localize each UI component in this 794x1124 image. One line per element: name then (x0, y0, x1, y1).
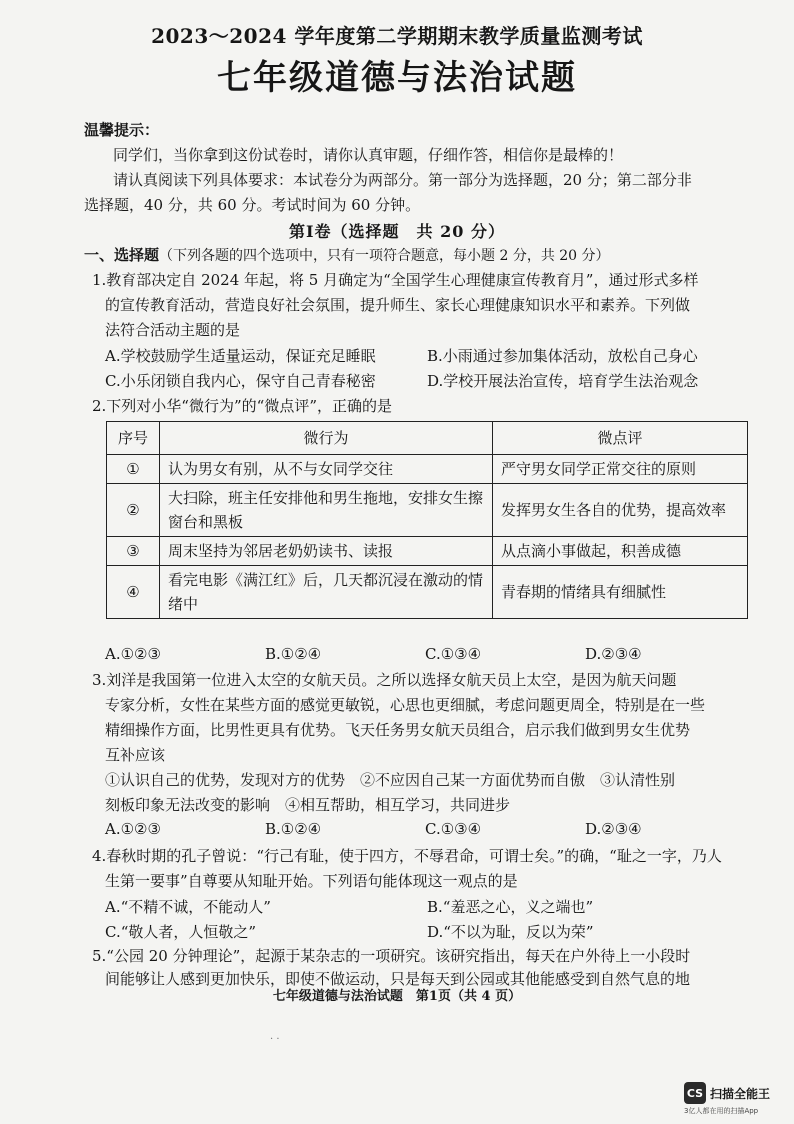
q1-stem: 的宣传教育活动，营造良好社会氛围，提升师生、家长心理健康知识水平和素养。下列做 (105, 296, 691, 314)
q4-option-c: C.“敬人者，人恒敬之” (105, 923, 257, 941)
q3-stem: 3.刘洋是我国第一位进入太空的女航天员。之所以选择女航天员上太空，是因为航天问题 (92, 671, 677, 689)
watermark-app-name: 扫描全能王 (710, 1086, 771, 1101)
q3-option-c: C.①③④ (425, 820, 482, 838)
row-behavior: 认为男女有别，从不与女同学交往 (160, 455, 493, 484)
q5-stem: 间能够让人感到更加快乐，即使不做运动，只是每天到公园或其他能感受到自然气息的地 (105, 970, 691, 988)
section-title: 第Ⅰ卷（选择题 共 20 分） (289, 222, 505, 241)
scan-speck: · · (270, 1034, 280, 1045)
table-header-row (107, 422, 748, 455)
table-row (107, 484, 748, 537)
q2-stem: 2.下列对小华“微行为”的“微点评”，正确的是 (92, 397, 392, 415)
row-comment: 严守男女同学正常交往的原则 (493, 455, 748, 484)
row-index: ③ (107, 537, 160, 566)
q1-option-d: D.学校开展法治宣传，培育学生法治观念 (427, 372, 699, 390)
q2-option-a: A.①②③ (105, 645, 161, 663)
part-heading (84, 245, 610, 266)
notice-line: 请认真阅读下列具体要求：本试卷分为两部分。第一部分为选择题，20 分；第二部分非 (113, 171, 692, 189)
row-comment: 发挥男女生各自的优势，提高效率 (493, 484, 748, 537)
col-header-comment: 微点评 (493, 422, 748, 455)
q4-option-a: A.“不精不诚，不能动人” (105, 898, 271, 916)
q3-statements: 刻板印象无法改变的影响 ④相互帮助，相互学习，共同进步 (105, 796, 511, 814)
col-header-behavior: 微行为 (160, 422, 493, 455)
q5-stem: 5.“公园 20 分钟理论”，起源于某杂志的一项研究。该研究指出，每天在户外待上一小段时 (92, 947, 691, 965)
table-row (107, 566, 748, 619)
row-index: ④ (107, 566, 160, 619)
scanner-watermark (684, 1082, 770, 1104)
page-footer: 七年级道德与法治试题 第1页（共 4 页） (272, 989, 522, 1004)
q3-statements: ①认识自己的优势，发现对方的优势 ②不应因自己某一方面优势而自傲 ③认清性别 (105, 771, 676, 789)
q1-option-b: B.小雨通过参加集体活动，放松自己身心 (427, 347, 698, 365)
q3-option-d: D.②③④ (585, 820, 642, 838)
q4-option-d: D.“不以为耻，反以为荣” (427, 923, 594, 941)
q2-option-c: C.①③④ (425, 645, 482, 663)
exam-title: 2023～2024 学年度第二学期期末教学质量监测考试 (151, 24, 643, 48)
q1-option-c: C.小乐闭锁自我内心，保守自己青春秘密 (105, 372, 376, 390)
row-index: ① (107, 455, 160, 484)
col-header-index: 序号 (107, 422, 160, 455)
row-index: ② (107, 484, 160, 537)
part-desc: （下列各题的四个选项中，只有一项符合题意，每小题 2 分，共 20 分） (159, 248, 610, 264)
notice-line: 同学们，当你拿到这份试卷时，请你认真审题，仔细作答，相信你是最棒的！ (113, 146, 624, 164)
q1-stem: 法符合活动主题的是 (105, 321, 241, 339)
q2-table (106, 421, 748, 619)
q3-stem: 精细操作方面，比男性更具有优势。飞天任务男女航天员组合，启示我们做到男女生优势 (105, 721, 691, 739)
row-comment: 青春期的情绪具有细腻性 (493, 566, 748, 619)
q2-option-b: B.①②④ (265, 645, 322, 663)
q4-stem: 4.春秋时期的孔子曾说：“行己有耻，使于四方，不辱君命，可谓士矣。”的确，“耻之一字，乃人 (92, 847, 722, 865)
notice-label: 温馨提示： (84, 121, 160, 139)
q3-stem: 专家分析，女性在某些方面的感觉更敏锐，心思也更细腻，考虑问题更周全，特别是在一些 (105, 696, 706, 714)
notice-line: 选择题，40 分，共 60 分。考试时间为 60 分钟。 (84, 196, 421, 214)
row-behavior: 看完电影《满江红》后，几天都沉浸在激动的情绪中 (160, 566, 493, 619)
q4-stem: 生第一要事”自尊要从知耻开始。下列语句能体现这一观点的是 (105, 872, 518, 890)
q3-option-a: A.①②③ (105, 820, 161, 838)
paper-title: 七年级道德与法治试题 (217, 58, 577, 98)
camscanner-logo-icon: CS (684, 1082, 706, 1104)
q1-stem: 1.教育部决定自 2024 年起，将 5 月确定为“全国学生心理健康宣传教育月”，通过形式多样 (92, 271, 699, 289)
row-comment: 从点滴小事做起，积善成德 (493, 537, 748, 566)
q3-option-b: B.①②④ (265, 820, 322, 838)
watermark-tagline: 3亿人都在用的扫描App (684, 1107, 759, 1115)
table-row (107, 455, 748, 484)
row-behavior: 大扫除，班主任安排他和男生拖地，安排女生擦窗台和黑板 (160, 484, 493, 537)
q4-option-b: B.“羞恶之心，义之端也” (427, 898, 594, 916)
table-row (107, 537, 748, 566)
q1-option-a: A.学校鼓励学生适量运动，保证充足睡眠 (105, 347, 376, 365)
q2-option-d: D.②③④ (585, 645, 642, 663)
q3-stem: 互补应该 (105, 746, 166, 764)
row-behavior: 周末坚持为邻居老奶奶读书、读报 (160, 537, 493, 566)
part-label: 一、选择题 (84, 246, 160, 264)
